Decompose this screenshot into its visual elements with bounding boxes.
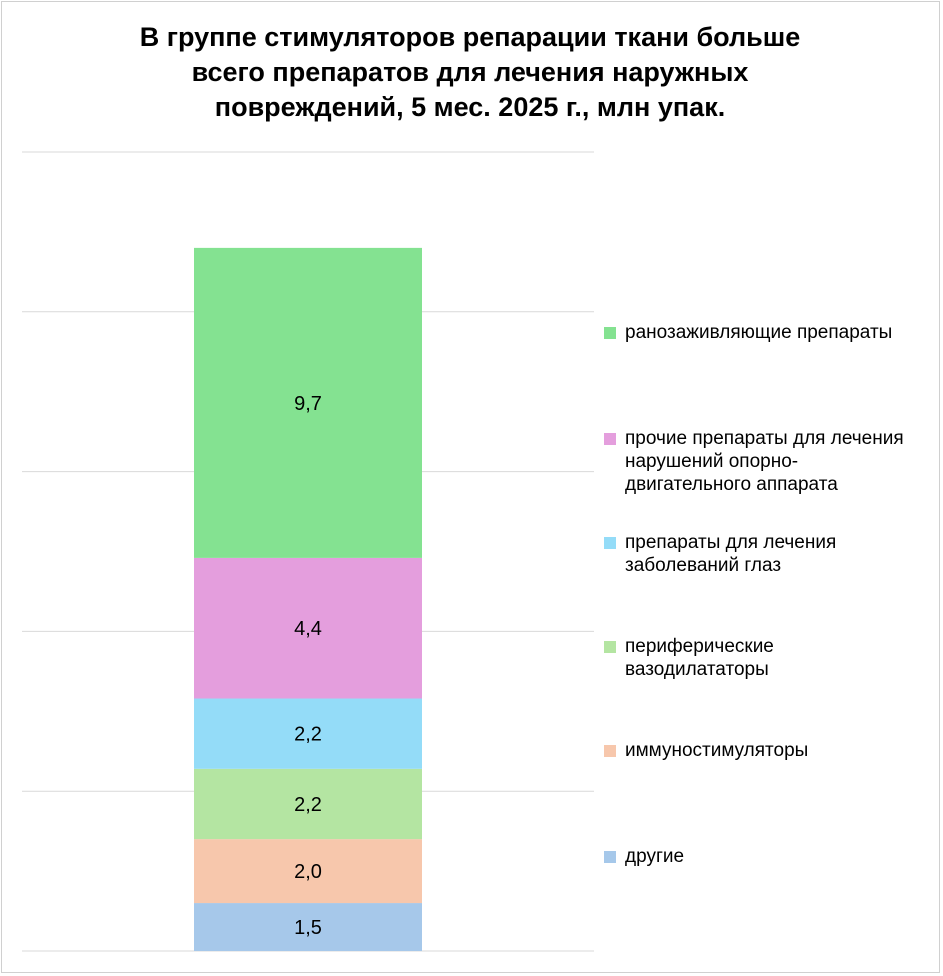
legend-label-line: прочие препараты для лечения	[625, 428, 904, 449]
legend-label-line: нарушений опорно-	[625, 451, 799, 472]
legend-item-other	[604, 845, 934, 868]
chart-title-line-3: повреждений, 5 мес. 2025 г., млн упак.	[214, 92, 726, 122]
legend-label-line: вазодилататоры	[625, 659, 769, 680]
legend-label-line: иммуностимуляторы	[625, 740, 809, 761]
data-label-6: 9,7	[294, 392, 322, 415]
legend-label-line: заболеваний глаз	[625, 555, 782, 576]
legend-item-vasodilators	[604, 635, 934, 681]
data-label-5: 4,4	[294, 618, 322, 641]
data-label-1: 1,5	[294, 917, 322, 940]
legend-item-musculoskeletal	[604, 427, 934, 496]
data-label-3: 2,2	[294, 793, 322, 816]
legend	[604, 0, 934, 976]
legend-item-eye-diseases	[604, 531, 934, 577]
legend-swatch-immunostimulants	[604, 745, 616, 757]
legend-item-wound-healing	[604, 321, 934, 344]
legend-swatch-eye-diseases	[604, 537, 616, 549]
data-label-4: 2,2	[294, 723, 322, 746]
legend-swatch-wound-healing	[604, 327, 616, 339]
legend-label-line: ранозаживляющие препараты	[625, 322, 893, 343]
legend-label-line: двигательного аппарата	[625, 474, 838, 495]
chart-title-line-1: В группе стимуляторов репарации ткани больше	[139, 22, 801, 52]
legend-label-line: препараты для лечения	[625, 532, 837, 553]
legend-label-line: периферические	[625, 636, 774, 657]
data-label-2: 2,0	[294, 861, 322, 884]
legend-swatch-other	[604, 851, 616, 863]
legend-swatch-musculoskeletal	[604, 433, 616, 445]
legend-swatch-vasodilators	[604, 641, 616, 653]
chart-title-line-2: всего препаратов для лечения наружных	[191, 57, 749, 87]
legend-item-immunostimulants	[604, 739, 934, 762]
legend-label-line: другие	[625, 846, 685, 867]
bar-segments	[194, 248, 422, 951]
